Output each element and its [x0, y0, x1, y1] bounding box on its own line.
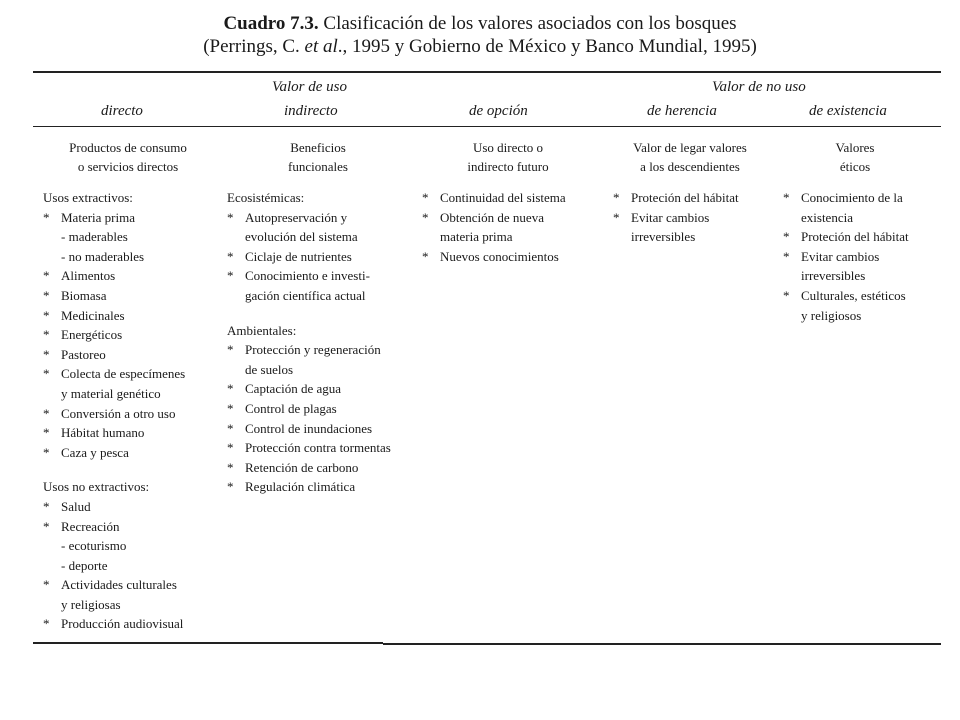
list-subitem: - maderables — [61, 229, 128, 245]
item-text: Control de plagas — [245, 400, 337, 416]
bullet: * — [43, 444, 50, 460]
list-item — [43, 517, 185, 537]
list-item — [227, 419, 391, 439]
list-continuation: gación científica actual — [245, 287, 366, 303]
item-text: Proteción del hábitat — [631, 190, 739, 205]
table-title — [0, 12, 960, 58]
description-indirecto — [228, 138, 408, 176]
list-item — [43, 208, 185, 228]
item-text: Regulación climática — [245, 479, 356, 495]
bullet: * — [783, 248, 790, 264]
item-text: Medicinales — [61, 307, 125, 323]
list-item — [613, 188, 739, 208]
bullet: * — [227, 268, 234, 284]
header-directo: directo — [101, 103, 143, 119]
group-title: Ambientales: — [227, 322, 297, 338]
description-line: a los descendientes — [640, 159, 740, 174]
reference-start: (Perrings, C. — [203, 36, 305, 57]
item-text: Control de inundaciones — [245, 420, 373, 436]
bullet: * — [783, 229, 790, 245]
list-item — [227, 477, 391, 497]
item-text: Energéticos — [61, 327, 123, 343]
column-existencia — [783, 188, 909, 325]
bottom-rule-left — [33, 642, 383, 644]
header-indirecto: indirecto — [284, 103, 338, 119]
bullet: * — [43, 209, 50, 225]
list-item — [43, 286, 185, 306]
description-line: indirecto futuro — [467, 159, 549, 174]
list-item — [43, 266, 185, 286]
item-text: Biomasa — [61, 287, 107, 303]
list-item — [43, 364, 185, 384]
item-text: Ciclaje de nutrientes — [245, 248, 352, 264]
item-text: Obtención de nueva — [440, 209, 544, 225]
bullet: * — [227, 459, 234, 475]
description-line: Uso directo o — [472, 140, 544, 155]
description-directo — [38, 138, 218, 176]
header-valor-de-uso: Valor de uso — [272, 79, 347, 95]
list-item — [227, 458, 391, 478]
item-text: Captación de agua — [245, 381, 342, 397]
bullet: * — [422, 209, 429, 225]
group-spacer — [227, 306, 391, 321]
bullet: * — [43, 577, 50, 593]
list-item — [613, 208, 739, 228]
item-text: Nuevos conocimientos — [440, 248, 559, 264]
item-text: Evitar cambios — [801, 248, 880, 264]
bullet: * — [43, 307, 50, 323]
description-line: Valor de legar valores — [633, 140, 747, 155]
list-item — [227, 208, 391, 228]
list-continuation: y religiosos — [801, 307, 862, 323]
description-herencia — [600, 138, 780, 176]
bullet: * — [43, 405, 50, 421]
bullet: * — [43, 268, 50, 284]
list-item — [422, 188, 566, 208]
list-item — [783, 286, 909, 306]
column-indirecto — [227, 188, 391, 497]
description-line: funcionales — [288, 159, 348, 174]
list-item — [422, 208, 566, 228]
bullet: * — [227, 342, 234, 358]
title-line-1 — [0, 12, 960, 35]
item-text: Continuidad del sistema — [440, 190, 566, 205]
list-item — [783, 188, 909, 208]
item-text: Pastoreo — [61, 346, 106, 362]
item-text: Colecta de especímenes — [61, 366, 186, 382]
list-continuation: irreversibles — [631, 229, 696, 245]
header-rule — [33, 126, 941, 127]
bullet: * — [783, 287, 790, 303]
list-item — [227, 399, 391, 419]
description-line: Beneficios — [290, 140, 346, 155]
item-text: Conversión a otro uso — [61, 405, 176, 421]
item-text: Conocimiento e investi- — [245, 268, 370, 284]
bullet: * — [422, 248, 429, 264]
list-item — [227, 247, 391, 267]
item-text: Materia prima — [61, 209, 135, 225]
list-subitem: - no maderables — [61, 248, 145, 264]
group-title: Usos no extractivos: — [43, 479, 150, 495]
bullet: * — [227, 248, 234, 264]
title-reference — [0, 35, 960, 58]
list-item — [43, 325, 185, 345]
column-herencia — [613, 188, 739, 247]
list-item — [43, 575, 185, 595]
list-item — [43, 423, 185, 443]
description-line: o servicios directos — [77, 159, 179, 174]
bullet: * — [43, 498, 50, 514]
item-text: Alimentos — [61, 268, 116, 284]
list-item — [783, 227, 909, 247]
item-text: Hábitat humano — [61, 425, 145, 441]
item-text: Autopreservación y — [245, 209, 348, 225]
group-title: Usos extractivos: — [43, 190, 133, 205]
item-text: Culturales, estéticos — [801, 287, 906, 303]
list-item — [227, 340, 391, 360]
description-line: Productos de consumo — [69, 140, 187, 155]
list-item — [43, 497, 185, 517]
list-continuation: materia prima — [440, 229, 513, 245]
list-continuation: y material genético — [61, 385, 161, 401]
description-opcion — [418, 138, 598, 176]
list-item — [227, 266, 391, 286]
item-text: Salud — [61, 498, 91, 514]
header-de-opcion: de opción — [469, 103, 528, 119]
header-de-herencia: de herencia — [647, 103, 717, 119]
bullet: * — [43, 346, 50, 362]
bullet: * — [43, 327, 50, 343]
header-de-existencia: de existencia — [809, 103, 887, 119]
list-item — [227, 379, 391, 399]
title-text: Clasificación de los valores asociados con los bosques — [323, 13, 737, 34]
list-continuation: existencia — [801, 209, 853, 225]
item-text: Conocimiento de la — [801, 190, 903, 205]
list-item — [43, 614, 185, 634]
bullet: * — [43, 518, 50, 534]
bullet: * — [227, 381, 234, 397]
bullet: * — [227, 420, 234, 436]
bullet: * — [422, 190, 429, 205]
list-item — [783, 247, 909, 267]
item-text: Actividades culturales — [61, 577, 177, 593]
item-text: Protección y regeneración — [245, 342, 381, 358]
reference-et-al: et al — [304, 36, 338, 57]
list-continuation: y religiosas — [61, 596, 121, 612]
bullet: * — [227, 479, 234, 495]
reference-rest: ., 1995 y Gobierno de México y Banco Mundial, 1995) — [337, 36, 757, 57]
list-item — [227, 438, 391, 458]
bullet: * — [43, 425, 50, 441]
title-prefix: Cuadro 7.3. — [223, 13, 319, 34]
item-text: Evitar cambios — [631, 209, 710, 225]
top-rule — [33, 71, 941, 73]
item-text: Protección contra tormentas — [245, 440, 391, 456]
description-line: éticos — [839, 159, 871, 174]
group-title: Ecosistémicas: — [227, 190, 305, 205]
bullet: * — [227, 400, 234, 416]
group-spacer — [43, 462, 185, 477]
description-existencia — [780, 138, 930, 176]
item-text: Recreación — [61, 518, 120, 534]
list-item — [43, 345, 185, 365]
bullet: * — [783, 190, 790, 205]
list-continuation: irreversibles — [801, 268, 866, 284]
bullet: * — [43, 616, 50, 632]
column-opcion — [422, 188, 566, 266]
list-item — [43, 443, 185, 463]
header-valor-de-no-uso: Valor de no uso — [712, 79, 806, 95]
bullet: * — [227, 440, 234, 456]
list-item — [43, 306, 185, 326]
item-text: Caza y pesca — [61, 444, 129, 460]
bullet: * — [227, 209, 234, 225]
item-text: Retención de carbono — [245, 459, 359, 475]
column-directo — [43, 188, 185, 634]
description-line: Valores — [835, 140, 875, 155]
list-item — [43, 404, 185, 424]
bullet: * — [613, 190, 620, 205]
list-subitem: - ecoturismo — [61, 538, 127, 554]
list-continuation: de suelos — [245, 361, 294, 377]
item-text: Producción audiovisual — [61, 616, 184, 632]
bullet: * — [43, 366, 50, 382]
list-item — [422, 247, 566, 267]
bullet: * — [43, 287, 50, 303]
bottom-rule-right — [383, 643, 941, 645]
bullet: * — [613, 209, 620, 225]
list-subitem: - deporte — [61, 557, 108, 573]
item-text: Proteción del hábitat — [801, 229, 909, 245]
list-continuation: evolución del sistema — [245, 229, 358, 245]
